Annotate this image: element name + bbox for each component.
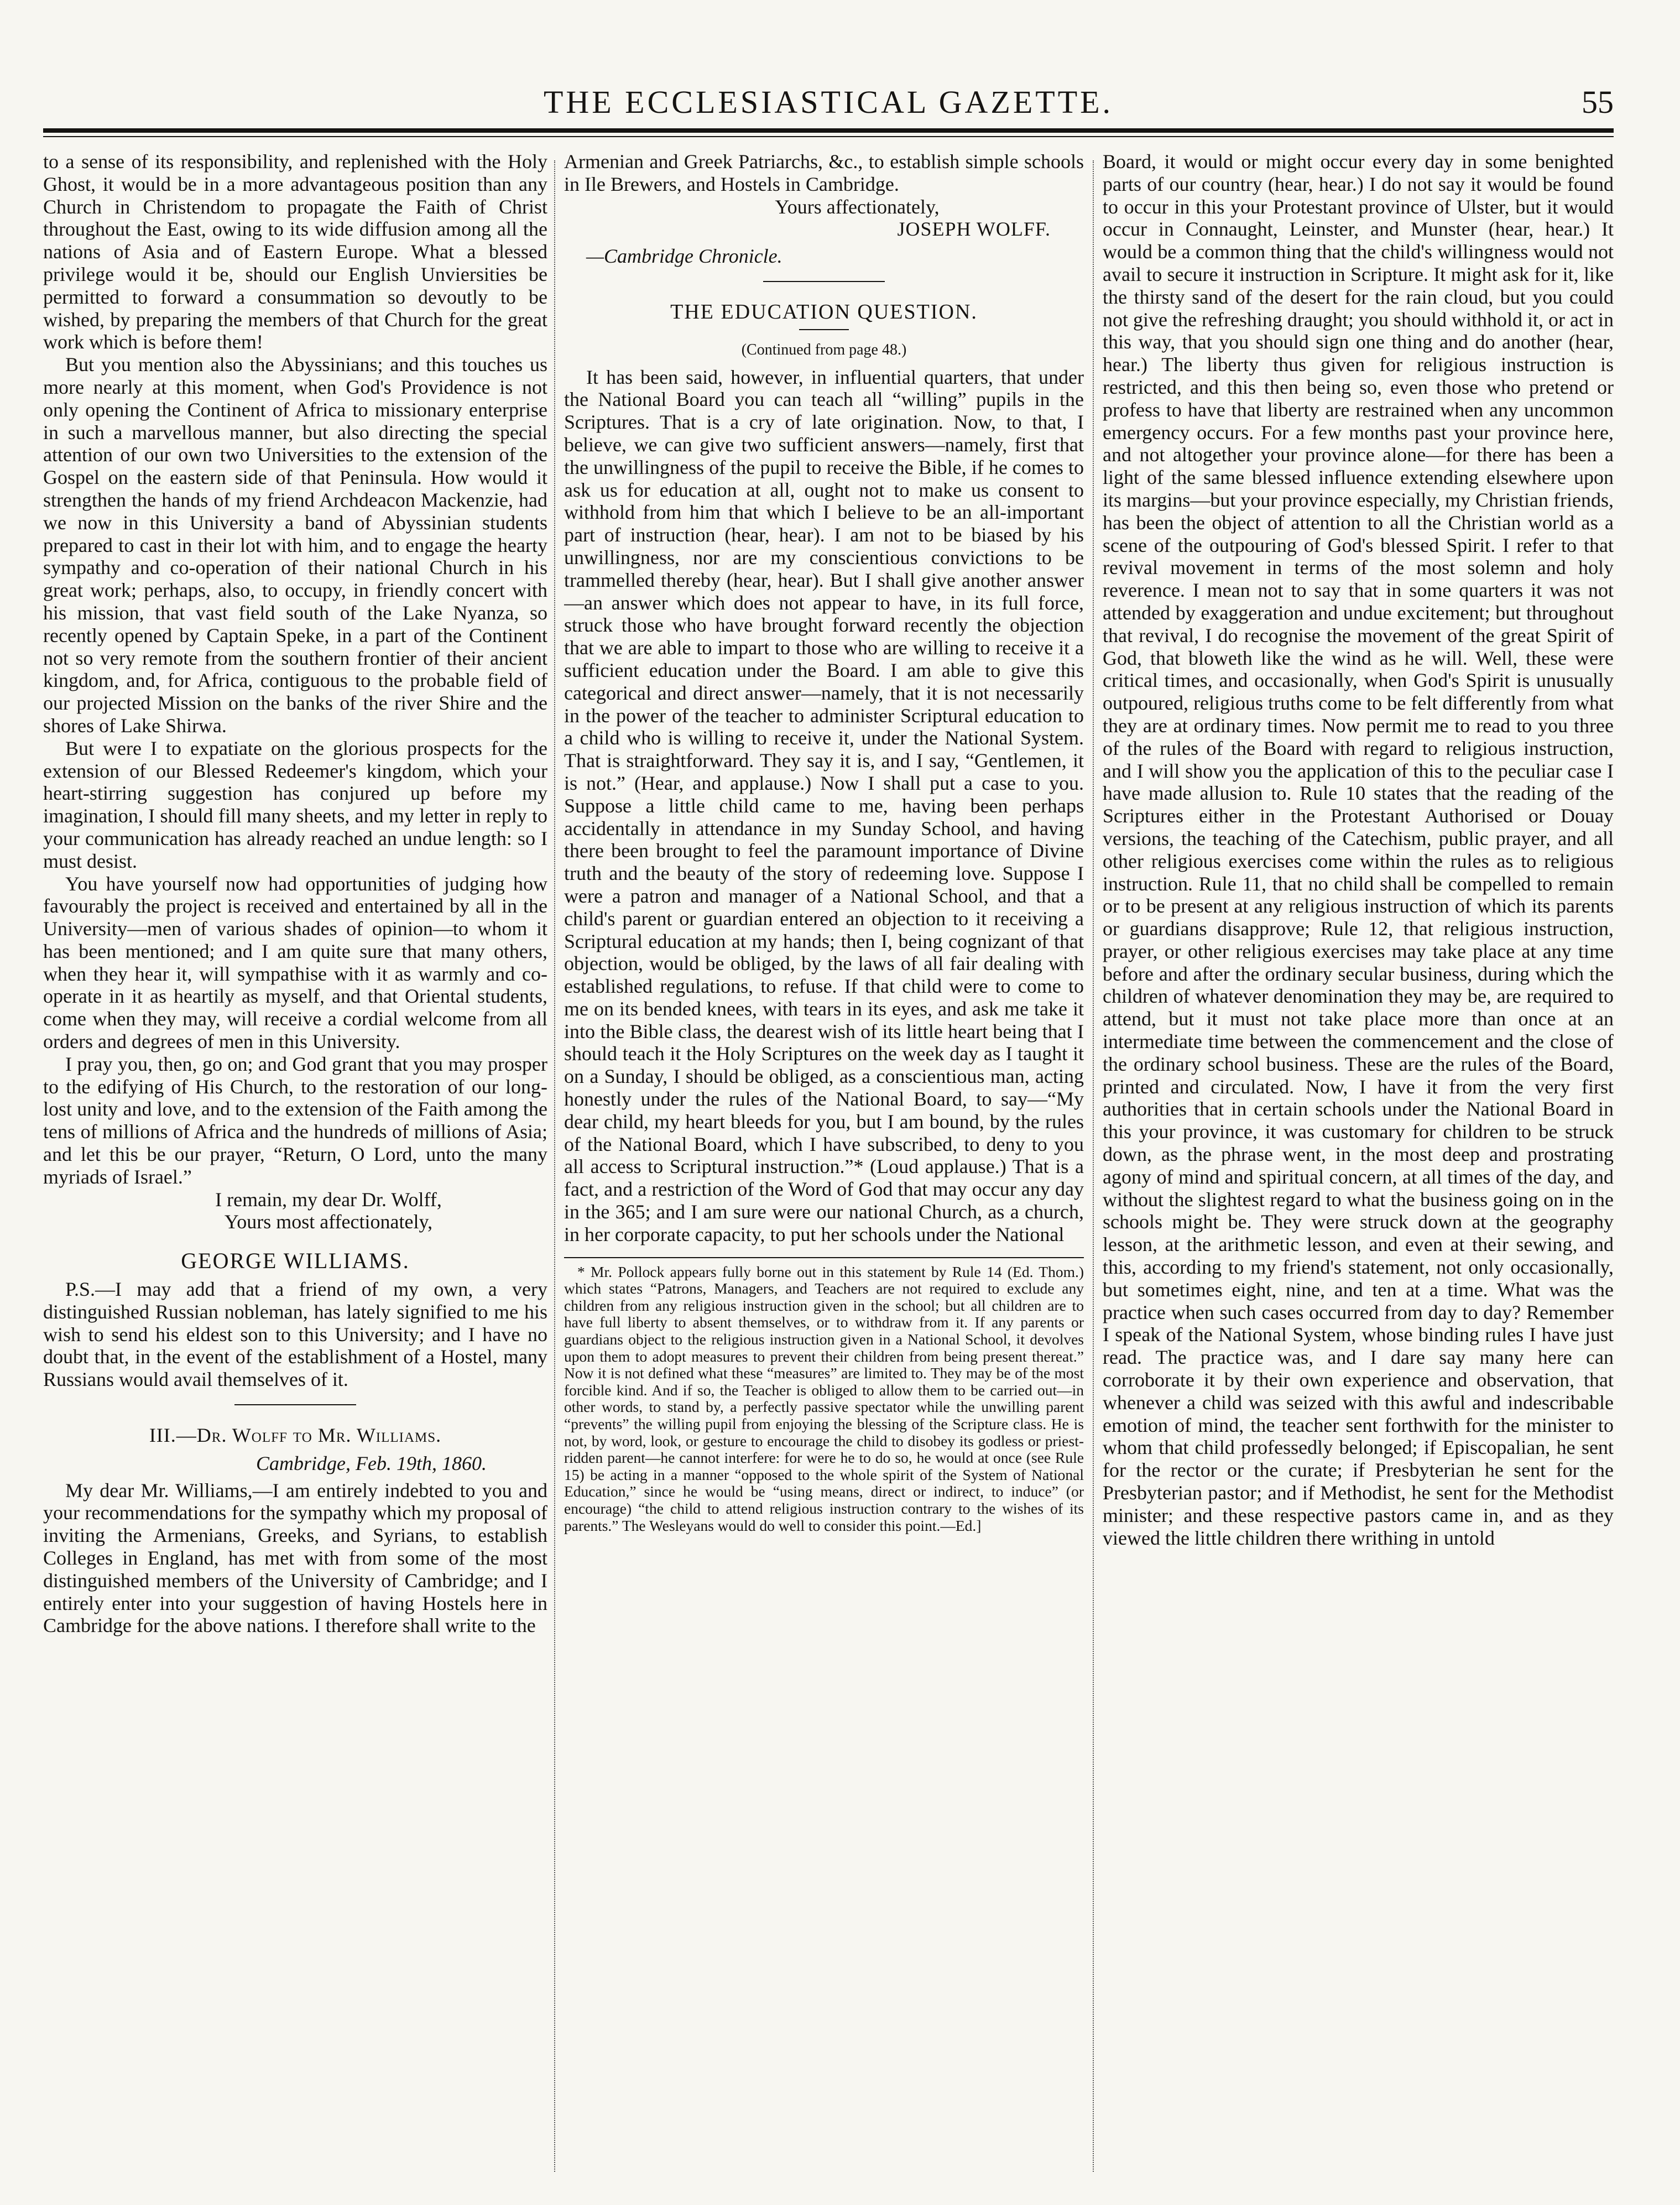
header-rule-thick: [43, 128, 1614, 133]
postscript: P.S.—I may add that a friend of my own, a very distinguished Russian nobleman, has lately signified to me his wish to send his eldest son to this University; and I have no doubt that, in the event of the establishment of a Hostel, many Russians would avail themselves of it.: [43, 1278, 547, 1391]
letter-dateline: Cambridge, Feb. 19th, 1860.: [256, 1452, 487, 1474]
article-paragraph: Armenian and Greek Patriarchs, &c., to establish simple schools in Ile Brewers, and Hostels in Cambridge.: [564, 150, 1084, 195]
header-rule-thin: [43, 136, 1614, 137]
letter-signature: JOSEPH WOLFF.: [897, 218, 1051, 241]
publication-title: THE ECCLESIASTICAL GAZETTE.: [543, 84, 1114, 120]
letter-closing: Yours affectionately,: [775, 195, 940, 218]
right-column: [1103, 150, 1614, 2183]
footnote: * Mr. Pollock appears fully borne out in this statement by Rule 14 (Ed. Thom.) which states “Patrons, Managers, and Teachers are not required to exclude any children from any religious instruction given in the school; but all children are to have full liberty to absent themselves, or to withdraw from it. If any parents or guardians object to the religious instruction given in a National School, it devolves upon them to adopt measures to prevent their children from being present thereat.” Now it is not defined what these “measures” are limited to. They may be of the most forcible kind. And if so, the Teacher is obliged to allow them to be carried out—in other words, to stand by, a perfectly passive spectator while the unwilling parent “prevents” the willing pupil from enjoying the blessing of the Scripture class. He is not, by word, look, or gesture to encourage the child to disobey its godless or priest-ridden parent—he cannot interfere: for were he to do so, he would at once (see Rule 15) be acting in a manner “opposed to the whole spirit of the System of National Education,” since he would be “using means, direct or indirect, to induce” (or encourage) “the child to attend religious instruction contrary to the wishes of its parents.” The Wesleyans would do well to consider this point.—Ed.]: [564, 1263, 1084, 1534]
letter-closing: Yours most affectionately,: [224, 1211, 433, 1233]
article-paragraph: You have yourself now had opportunities of judging how favourably the project is received and entertained by all in the University—men of various shades of opinion—to whom it has been mentioned; and I am quite sure that many others, when they hear it, will sympathise with it as warmly and co-operate in it as heartily as myself, and that Oriental students, come when they may, will receive a cordial welcome from all orders and degrees of men in this University.: [43, 872, 547, 1053]
letter-closing: I remain, my dear Dr. Wolff,: [215, 1188, 442, 1211]
section-heading: THE EDUCATION QUESTION.: [670, 300, 978, 324]
page-header: [43, 77, 1614, 127]
continued-note: (Continued from page 48.): [741, 341, 907, 358]
article-paragraph: It has been said, however, in influential quarters, that under the National Board you can teach all “willing” pupils in the Scriptures. That is a cry of late origination. Now, to that, I believe, we can give two sufficient answers—namely, first that the unwillingness of the pupil to receive the Bible, if he comes to ask us for education at all, ought not to make us consent to withhold from him that which I believe to be an all-important part of instruction (hear, hear). I am not to be biased by his unwillingness, nor are my conscientious convictions to be trammelled thereby (hear, hear). But I shall give another answer—an answer which does not appear to have, in its full force, struck those who have brought forward recently the objection that we are able to impart to those who are willing to receive it a sufficient education under the Board. I am able to give this categorical and direct answer—namely, that it is not necessarily in the power of the teacher to administer Scriptural education to a child who is willing to receive it, under the National System. That is straightforward. They say it is, and I say, “Gentlemen, it is not.” (Hear, and applause.) Now I shall put a case to you. Suppose a little child came to me, having been perhaps accidentally in attendance in my Sunday School, and having there been brought to feel the paramount importance of Divine truth and the beauty of the story of redeeming love. Suppose I were a patron and manager of a National School, and that a child's parent or guardian entered an objection to it receiving a Scriptural education at my hands; then I, being cognizant of that objection, would be obliged, by the laws of all fair dealing with established regulations, to refuse. If that child were to come to me on its bended knees, with tears in its eyes, and ask me take it into the Bible class, the dearest wish of its little heart being that I should teach it the Holy Scriptures on the week day as I taught it on a Sunday, I should be obliged, as a conscientious man, acting honestly under the rules of the National Board, to say—“My dear child, my heart bleeds for you, but I am bound, by the rules of the National Board, which I have subscribed, to deny to you all access to Scriptural instruction.”* (Loud applause.) That is a fact, and a restriction of the Word of God that may occur any day in the 365; and I am sure were our national Church, as a church, in her corporate capacity, to put her schools under the National: [564, 366, 1084, 1245]
source-credit: —Cambridge Chronicle.: [586, 245, 782, 268]
section-separator: [763, 281, 885, 282]
letter-signature: GEORGE WILLIAMS.: [181, 1248, 410, 1274]
column-divider-2: [1093, 160, 1094, 2172]
article-paragraph: I pray you, then, go on; and God grant that you may prosper to the edifying of His Church, to the restoration of our long-lost unity and love, and to the extension of the Faith among the tens of millions of Africa and the hundreds of millions of Asia; and let this be our prayer, “Return, O Lord, unto the many myriads of Israel.”: [43, 1052, 547, 1188]
article-paragraph: But were I to expatiate on the glorious prospects for the extension of our Blessed Redeemer's kingdom, which your heart-stirring suggestion has conjured up before my imagination, I should fill many sheets, and my letter in reply to your communication has already reached an undue length: so I must desist.: [43, 737, 547, 872]
footnote-rule: [564, 1257, 1084, 1258]
left-column: [43, 150, 547, 2183]
article-paragraph: Board, it would or might occur every day in some benighted parts of our country (hear, hear.) I do not say it would be found to occur in this your Protestant province of Ulster, but it would occur in Connaught, Leinster, and Munster (hear, hear.) It would be a common thing that the child's willingness would not avail to secure it instruction in Scripture. It might ask for it, like the thirsty sand of the desert for the rain cloud, but you could not give the refreshing draught; you should withhold it, or act in this way, that you should sign one thing and do another (hear, hear.) The liberty thus given for religious instruction is restricted, and this then being so, even those who pretend or profess to have that liberty are restrained when any uncommon emergency occurs. For a few months past your province here, and not altogether your province alone—for there has been a light of the same blessed influence extending elsewhere upon its margins—but your province especially, my Christian friends, has been the object of attention to all the Christian world as a scene of the outpouring of God's blessed Spirit. I refer to that revival movement in terms of the most solemn and holy reverence. I mean not to say that in some quarters it was not attended by exaggeration and undue excitement; but throughout that revival, I do recognise the movement of the great Spirit of God, that bloweth like the wind as he will. Well, these were critical times, and occasionally, when God's Spirit is unusually outpoured, religious truths come to be felt differently from what they are at ordinary times. Now permit me to read to you three of the rules of the Board with regard to religious instruction, and I will show you the application of this to the peculiar case I have made allusion to. Rule 10 states that the reading of the Scriptures either in the Protestant Authorised or Douay versions, the teaching of the Catechism, public prayer, and all other religious exercises come within the rules as to religious instruction. Rule 11, that no child shall be compelled to remain or to be present at any religious instruction of which its parents or guardians disapprove; Rule 12, that religious instruction, prayer, or other religious exercises may take place at any time before and after the ordinary secular business, during which the children of whatever denomination they may be, are required to attend, but it must not take place more than once at an intermediate time between the commencement and the close of the ordinary school business. These are the rules of the Board, printed and circulated. Now, I have it from the very first authorities that in certain schools under the National Board in this your province, it was customary for children to be struck down, as the phrase went, in the most deep and prostrating agony of mind and spiritual concern, at all times of the day, and without the slightest regard to what the business going on in the schools might be. They were struck down at the geography lesson, at the arithmetic lesson, and even at their sewing, and this, according to my friend's statement, not only occasionally, but sometimes eight, nine, and ten at a time. What was the practice when such cases occurred from day to day? Remember I speak of the National System, whose binding rules I have just read. The practice was, and I dare say many here can corroborate it by their own experience and observation, that whenever a child was seized with this awful and indescribable emotion of mind, the teacher sent forthwith for the minister to whom that child professedly belonged; if Episcopalian, he sent for the rector or the curate; if Presbyterian he sent for the Presbyterian pastor; and if Methodist, he sent for the Methodist minister; and these respective pastors came in, and as they viewed the little children there writhing in untold: [1103, 150, 1614, 1549]
letter-body: My dear Mr. Williams,—I am entirely indebted to you and your recommendations for the sympathy which my proposal of inviting the Armenians, Greeks, and Syrians, to establish Colleges in England, has met with from some of the most distinguished members of the University of Cambridge; and I entirely enter into your suggestion of having Hostels here in Cambridge for the above nations. I therefore shall write to the: [43, 1479, 547, 1637]
letter-heading: III.—Dr. Wolff to Mr. Williams.: [149, 1424, 442, 1447]
article-paragraph: But you mention also the Abyssinians; and this touches us more nearly at this moment, when God's Providence is not only opening the Continent of Africa to missionary enterprise in such a marvellous manner, but also directing the special attention of our own two Universities to the extension of the Gospel on the eastern side of that Peninsula. How would it strengthen the hands of my friend Archdeacon Mackenzie, had we now in this University a band of Abyssinian students prepared to cast in their lot with him, and to engage the hearty sympathy and co-operation of their national Church in his great work; perhaps, also, to occupy, in friendly concert with his mission, that vast field south of the Lake Nyanza, so recently opened by Captain Speke, in a part of the Continent not so very remote from the southern frontier of their ancient kingdom, and, for Africa, contiguous to the probable field of our projected Mission on the banks of the river Shire and the shores of Lake Shirwa.: [43, 353, 547, 737]
heading-rule: [799, 329, 849, 330]
article-paragraph: to a sense of its responsibility, and replenished with the Holy Ghost, it would be in a more advantageous position than any Church in Christendom to propagate the Faith of Christ throughout the East, owing to its wide diffusion among all the nations of Asia and of Eastern Europe. What a blessed privilege would it be, should our English Unviersities be permitted to forward a consummation so devoutly to be wished, by preparing the members of that Church for the great work which is before them!: [43, 150, 547, 353]
column-divider-1: [554, 160, 555, 2172]
page-number: 55: [1582, 84, 1614, 120]
section-separator: [234, 1404, 356, 1405]
middle-column: [564, 150, 1084, 2183]
